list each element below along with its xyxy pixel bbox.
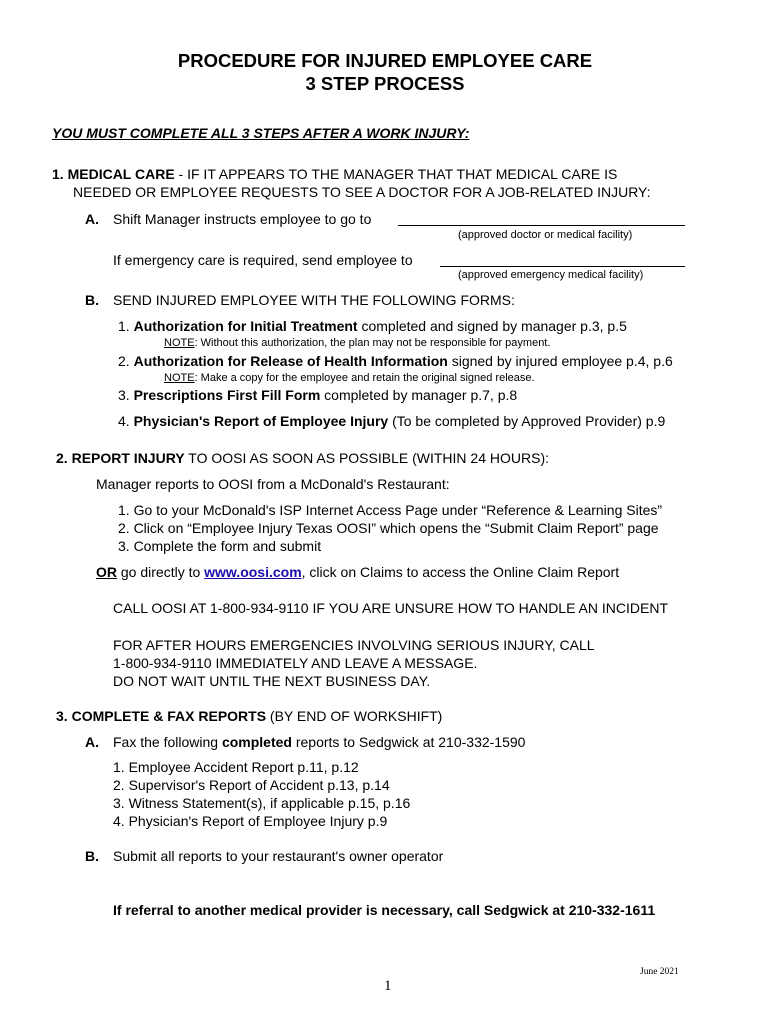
- step2-item-1: 1. Go to your McDonald's ISP Internet Access Page under “Reference & Learning Sites”: [118, 502, 663, 518]
- form-item-2: 2. Authorization for Release of Health Information signed by injured employee p.4, p.6: [118, 353, 673, 369]
- step3-item-1: 1. Employee Accident Report p.11, p.12: [113, 759, 359, 775]
- call-oosi-text: CALL OOSI AT 1-800-934-9110 IF YOU ARE UNSURE HOW TO HANDLE AN INCIDENT: [113, 600, 668, 616]
- emergency-caption: (approved emergency medical facility): [458, 269, 644, 281]
- note-2: NOTE: Make a copy for the employee and retain the original signed release.: [164, 372, 535, 384]
- step3-item-3: 3. Witness Statement(s), if applicable p.15, p.16: [113, 795, 411, 811]
- step1-heading-rest: - IF IT APPEARS TO THE MANAGER THAT THAT MEDICAL CARE IS: [174, 166, 618, 182]
- referral-note: If referral to another medical provider is necessary, call Sedgwick at 210-332-1611: [113, 902, 656, 918]
- page-subtitle: 3 STEP PROCESS: [305, 73, 465, 94]
- page-title: PROCEDURE FOR INJURED EMPLOYEE CARE: [177, 50, 593, 71]
- step3-b-text: Submit all reports to your restaurant's owner operator: [113, 848, 444, 864]
- form-item-4: 4. Physician's Report of Employee Injury (To be completed by Approved Provider) p.9: [118, 413, 666, 429]
- after-hours-line-2: 1-800-934-9110 IMMEDIATELY AND LEAVE A MESSAGE.: [113, 655, 478, 671]
- step1-a-letter: A.: [85, 211, 99, 227]
- oosi-link[interactable]: www.oosi.com: [204, 564, 302, 580]
- step2-item-2: 2. Click on “Employee Injury Texas OOSI” which opens the “Submit Claim Report” page: [118, 520, 659, 536]
- page-number: 1: [384, 978, 392, 994]
- step2-or-line: OR go directly to www.oosi.com, click on Claims to access the Online Claim Report: [96, 564, 620, 580]
- step3-heading: COMPLETE & FAX REPORTS: [71, 708, 267, 724]
- step1-b-text: SEND INJURED EMPLOYEE WITH THE FOLLOWING FORMS:: [113, 292, 515, 308]
- step1-b-letter: B.: [85, 292, 99, 308]
- step1-heading-line2: NEEDED OR EMPLOYEE REQUESTS TO SEE A DOCTOR FOR A JOB-RELATED INJURY:: [73, 184, 651, 200]
- step2-heading: REPORT INJURY: [71, 450, 185, 466]
- step2-item-3: 3. Complete the form and submit: [118, 538, 322, 554]
- after-hours-line-3: DO NOT WAIT UNTIL THE NEXT BUSINESS DAY.: [113, 673, 431, 689]
- step2-number: 2.: [56, 450, 68, 466]
- form-item-3: 3. Prescriptions First Fill Form completed by manager p.7, p.8: [118, 387, 518, 403]
- step1-a-text: Shift Manager instructs employee to go to: [113, 211, 372, 227]
- doctor-blank-line: [398, 225, 685, 226]
- emergency-text: If emergency care is required, send employee to: [113, 252, 413, 268]
- after-hours-line-1: FOR AFTER HOURS EMERGENCIES INVOLVING SERIOUS INJURY, CALL: [113, 637, 595, 653]
- step3-item-2: 2. Supervisor's Report of Accident p.13, p.14: [113, 777, 390, 793]
- step2-heading-line: 2. REPORT INJURY TO OOSI AS SOON AS POSSIBLE (WITHIN 24 HOURS):: [56, 450, 549, 466]
- warning-heading: YOU MUST COMPLETE ALL 3 STEPS AFTER A WORK INJURY:: [52, 125, 470, 141]
- step1-heading-line: [52, 166, 617, 182]
- step3-item-4: 4. Physician's Report of Employee Injury p.9: [113, 813, 388, 829]
- step3-heading-line: 3. COMPLETE & FAX REPORTS (BY END OF WORKSHIFT): [56, 708, 443, 724]
- doctor-caption: (approved doctor or medical facility): [458, 229, 633, 241]
- footer-date: June 2021: [640, 967, 679, 977]
- note-1: NOTE: Without this authorization, the plan may not be responsible for payment.: [164, 337, 551, 349]
- step1-heading: MEDICAL CARE: [67, 166, 175, 182]
- step2-intro: Manager reports to OOSI from a McDonald's Restaurant:: [96, 476, 450, 492]
- emergency-blank-line: [440, 266, 685, 267]
- step3-a-text: Fax the following completed reports to Sedgwick at 210-332-1590: [113, 734, 526, 750]
- step3-a-letter: A.: [85, 734, 99, 750]
- form-item-1: 1. Authorization for Initial Treatment completed and signed by manager p.3, p.5: [118, 318, 627, 334]
- step3-b-letter: B.: [85, 848, 99, 864]
- step1-number: 1.: [52, 166, 64, 182]
- step3-number: 3.: [56, 708, 68, 724]
